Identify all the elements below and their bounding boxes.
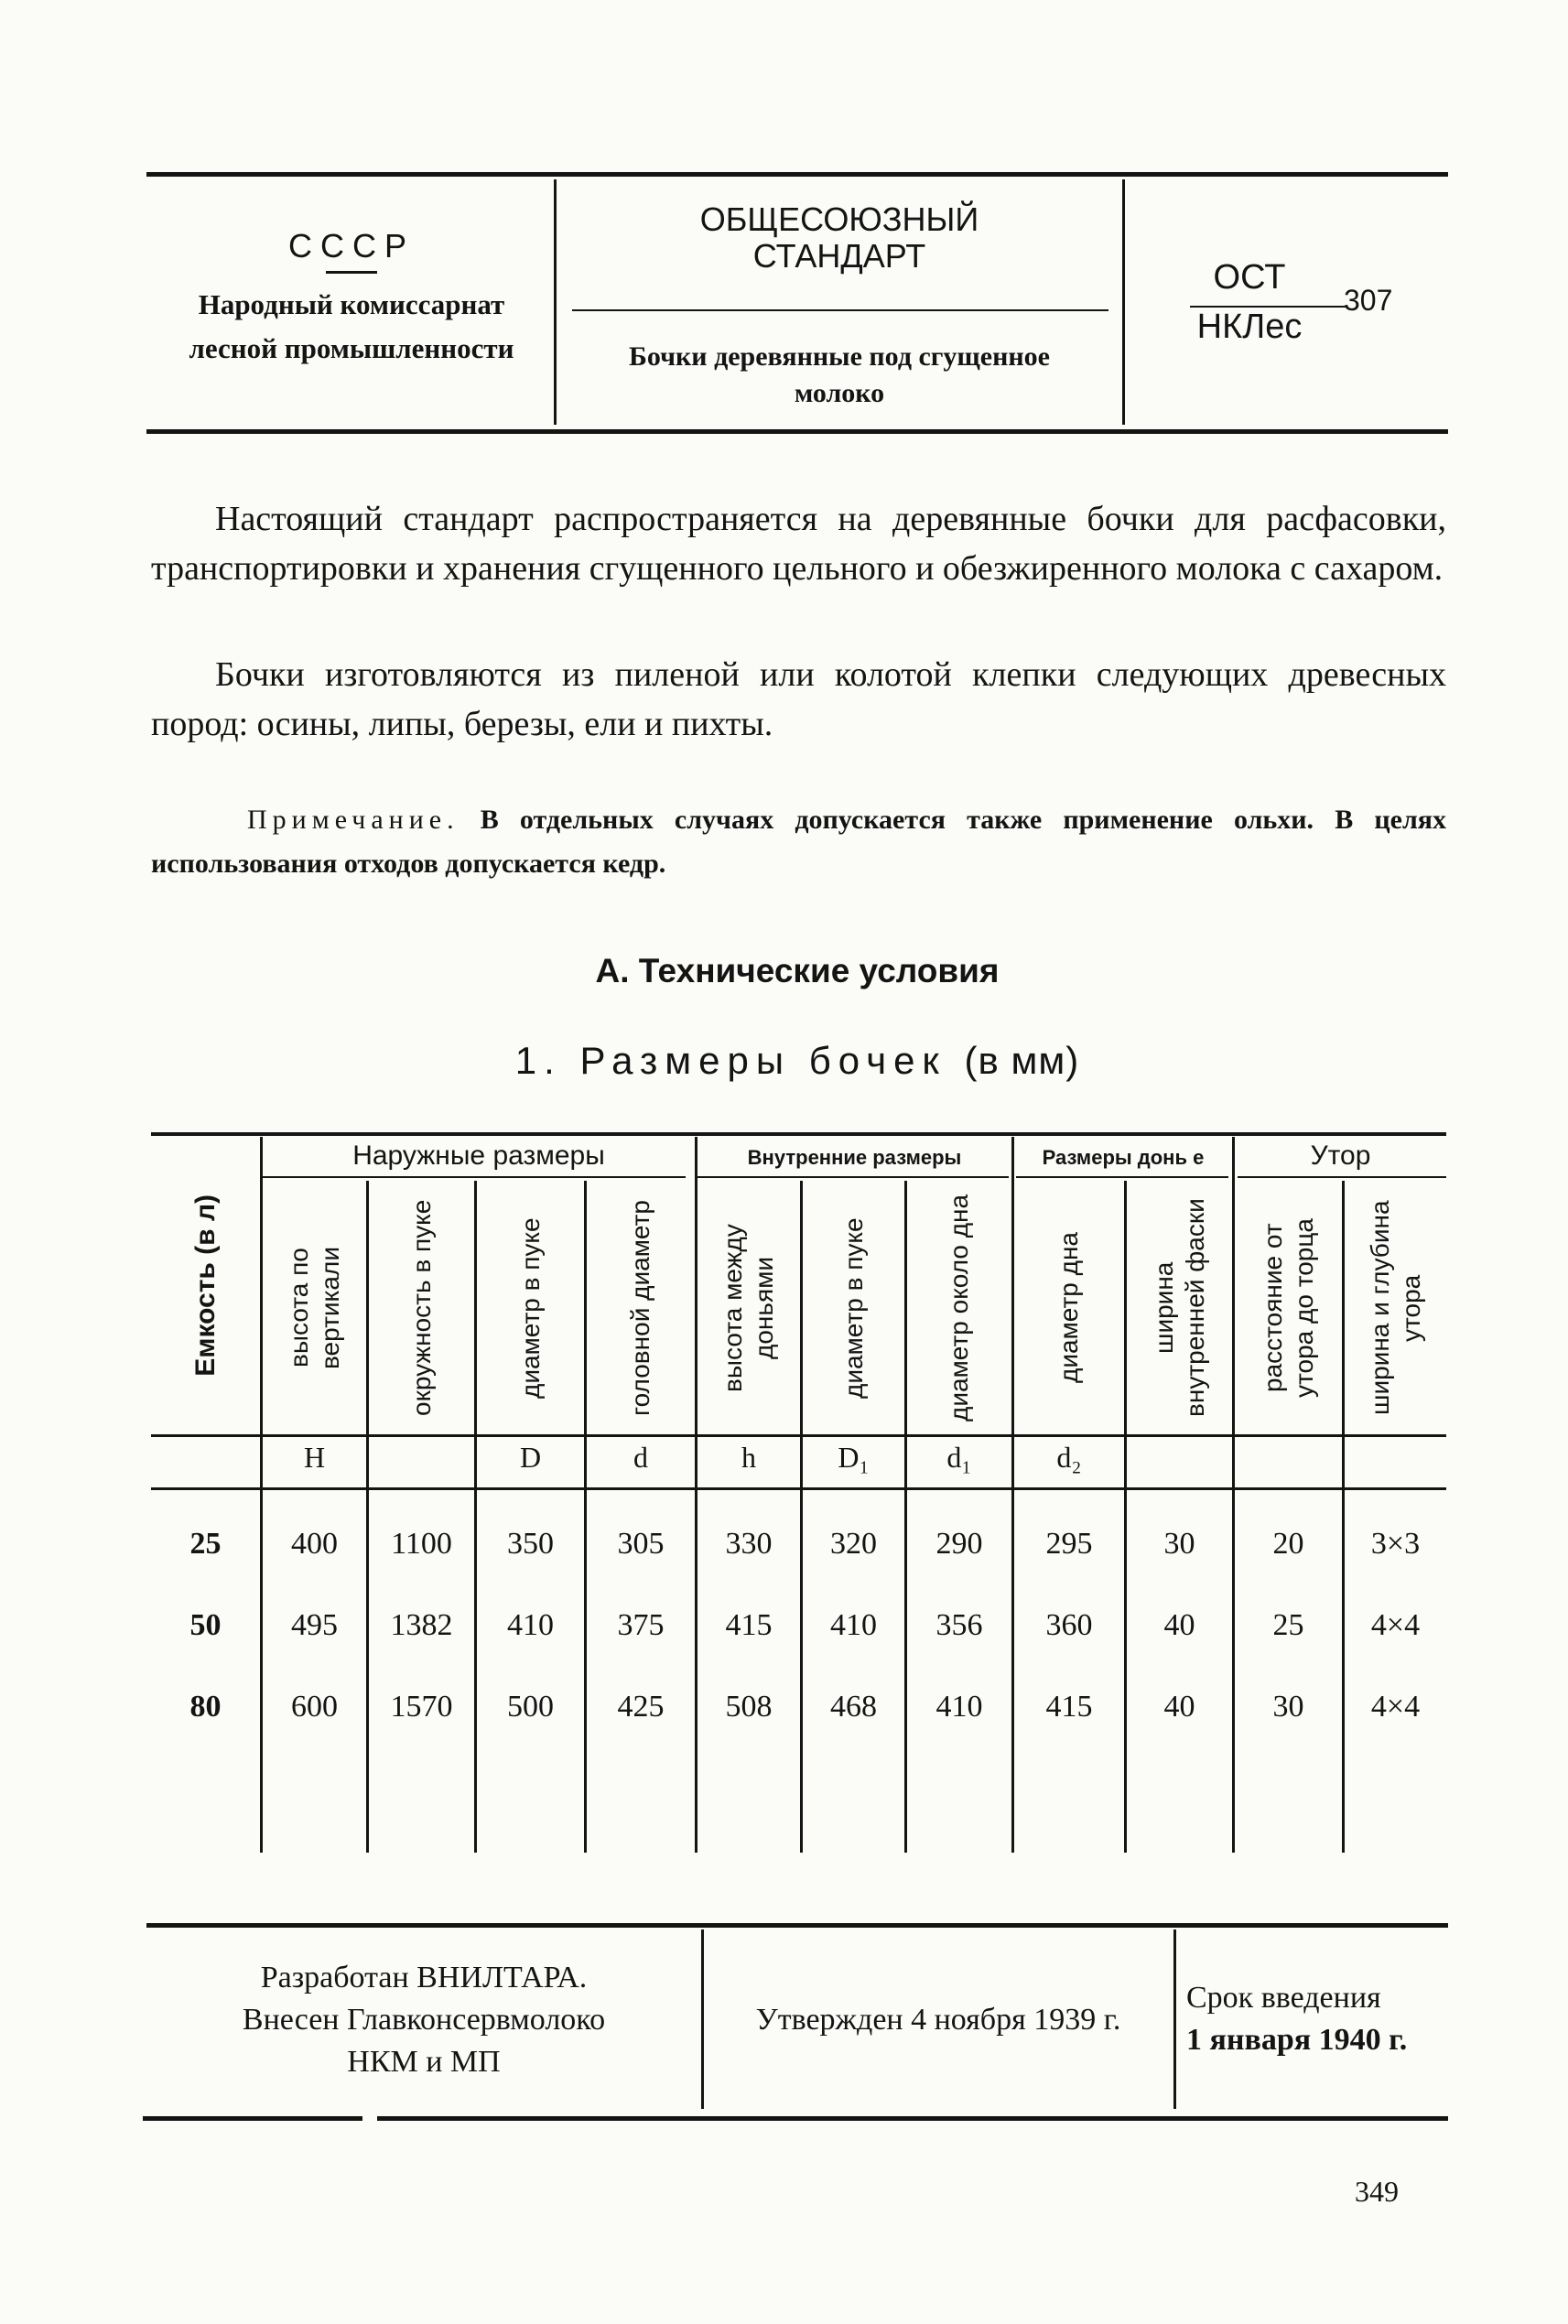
ost-top: ОСТ (1213, 258, 1286, 297)
symbol-cell: d₁ (946, 1441, 972, 1474)
header-bottom-rule (146, 429, 1448, 434)
country-name: СССР (287, 227, 415, 265)
col-header-cell-6 (803, 1181, 904, 1434)
footer-divider-2 (1173, 1929, 1176, 2109)
footer-divider-1 (701, 1929, 704, 2109)
value-cell: 20 (1272, 1527, 1304, 1561)
table-title-main: 1. Размеры бочек (514, 1039, 946, 1082)
col-header-cell-5 (697, 1181, 800, 1434)
value-cell: 360 (1045, 1608, 1093, 1642)
symbol-cell: h (741, 1441, 756, 1474)
value-cell: 410 (830, 1608, 877, 1642)
footer-right-line-2: 1 января 1940 г. (1186, 2023, 1408, 2057)
capacity-header: Емкость (в л) (189, 1194, 221, 1377)
header-divider-1 (554, 179, 557, 425)
col-header-height: высота по вертикали (284, 1246, 344, 1369)
value-cell: 40 (1163, 1690, 1195, 1724)
footer-approved: Утвержден 4 ноября 1939 г. (755, 2003, 1121, 2037)
ost-code (1181, 258, 1410, 359)
value-cell: 330 (725, 1527, 773, 1561)
value-cell: 508 (725, 1690, 773, 1724)
col-header-inner-height: высота между доньями (719, 1223, 778, 1392)
symbol-cell: D₁ (838, 1441, 870, 1474)
ost-bottom: НКЛес (1196, 308, 1303, 346)
standard-title-line-1: ОБЩЕСОЮЗНЫЙ (699, 200, 979, 238)
col-header-head-diameter: головной диаметр (626, 1199, 654, 1416)
group-under-rule-2 (697, 1176, 1009, 1178)
value-cell: 290 (935, 1527, 983, 1561)
standard-name-line-2: молоко (794, 378, 885, 408)
footer-left-line-3: НКМ и МП (347, 2045, 501, 2079)
footer-top-rule (146, 1923, 1448, 1928)
page-number: 349 (1355, 2175, 1399, 2208)
col-header-chamfer-width: ширина внутренней фаски (1149, 1198, 1209, 1417)
col-header-chime-size: ширина и глубина утора (1365, 1200, 1425, 1415)
group-under-rule-3 (1016, 1176, 1228, 1178)
note-label: Примечание. (247, 805, 460, 835)
footer-bottom-rule-right (377, 2116, 1448, 2121)
value-cell: 410 (507, 1608, 554, 1642)
symbol-cell: H (303, 1441, 326, 1474)
table-row (0, 1608, 1568, 1654)
group-under-rule-1 (263, 1176, 686, 1178)
group-bottom-dimensions: Размеры донь е (1042, 1146, 1205, 1169)
value-cell: 375 (617, 1608, 665, 1642)
col-header-bilge-diameter: диаметр в пуке (515, 1216, 545, 1399)
col-header-near-bottom-diameter: диаметр около дна (945, 1194, 973, 1421)
value-cell: 1570 (390, 1690, 453, 1724)
section-heading-a: А. Технические условия (595, 952, 1000, 989)
capacity-cell: 25 (189, 1527, 222, 1561)
intro-paragraph-1: Настоящий стандарт распространяется на деревянные бочки для расфасовки, транспортировки и хранения сгущенного цельного и обезжиренного молока с сахаром. (151, 500, 1446, 588)
value-cell: 500 (507, 1690, 554, 1724)
value-cell: 305 (617, 1527, 665, 1561)
col-header-inner-bilge-diameter: диаметр в пуке (838, 1216, 868, 1399)
symbol-cell: D (519, 1441, 542, 1474)
value-cell: 3×3 (1370, 1527, 1421, 1561)
value-cell: 410 (935, 1690, 983, 1724)
group-chime: Утор (1310, 1140, 1371, 1171)
col-header-chime-distance: расстояние от утора до торца (1258, 1217, 1318, 1398)
col-rule-7 (1011, 1137, 1014, 1853)
col-rule-9 (1232, 1137, 1235, 1853)
col-rule-1 (366, 1181, 369, 1853)
value-cell: 350 (507, 1527, 554, 1561)
col-rule-5 (800, 1181, 803, 1853)
value-cell: 468 (830, 1690, 877, 1724)
col-header-circumference: окружность в пуке (406, 1199, 436, 1416)
col-header-cell-8 (1014, 1181, 1124, 1434)
capacity-cell: 50 (189, 1608, 222, 1642)
header-center (560, 201, 1119, 275)
col-header-cell-9 (1127, 1181, 1232, 1434)
note-block (151, 798, 1446, 886)
note-text: В отдельных случаях допускается также применение ольхи. В целях использования отходов допускается кедр. (151, 805, 1447, 879)
table-title-unit: (в мм) (964, 1039, 1080, 1082)
footer-left-line-1: Разработан ВНИЛТАРА. (260, 1961, 588, 1994)
intro-paragraph-2: Бочки изготовляются из пиленой или колотой клепки следующих древесных пород: осины, липы, березы, ели и пихты. (151, 655, 1446, 743)
group-under-rule-4 (1238, 1176, 1446, 1178)
col-header-bottom-diameter: диаметр дна (1054, 1232, 1083, 1383)
value-cell: 425 (617, 1690, 665, 1724)
value-cell: 40 (1163, 1608, 1195, 1642)
symbol-cell: d (633, 1441, 648, 1474)
header-divider-2 (1122, 179, 1125, 425)
org-line-1: Народный комиссарнат (198, 288, 505, 320)
capacity-header-cell (151, 1137, 260, 1434)
col-header-cell-4 (587, 1181, 695, 1434)
capacity-cell: 80 (189, 1690, 222, 1724)
value-cell: 600 (291, 1690, 338, 1724)
col-header-cell-11 (1345, 1181, 1446, 1434)
footer-left-line-2: Внесен Главконсервмолоко (242, 2003, 606, 2037)
standard-name-line-1: Бочки деревянные под сгущенное (629, 341, 1050, 372)
value-cell: 30 (1272, 1690, 1304, 1724)
table-row (0, 1690, 1568, 1735)
value-cell: 1382 (390, 1608, 453, 1642)
col-header-cell-2 (369, 1181, 474, 1434)
table-title (146, 1039, 1448, 1083)
col-rule-4 (695, 1137, 697, 1853)
value-cell: 30 (1163, 1527, 1195, 1561)
header-center-rule (572, 309, 1108, 311)
col-header-cell-10 (1235, 1181, 1342, 1434)
symbol-cell: d₂ (1056, 1441, 1082, 1474)
value-cell: 4×4 (1370, 1608, 1421, 1642)
col-header-cell-1 (263, 1181, 366, 1434)
value-cell: 295 (1045, 1527, 1093, 1561)
value-cell: 415 (725, 1608, 773, 1642)
value-cell: 320 (830, 1527, 877, 1561)
footer-bottom-rule-left (143, 2116, 362, 2121)
value-cell: 356 (935, 1608, 983, 1642)
col-header-cell-7 (907, 1181, 1011, 1434)
symbol-row-rule (151, 1487, 1446, 1490)
value-cell: 415 (1045, 1690, 1093, 1724)
col-rule-3 (584, 1181, 587, 1853)
org-line-2: лесной промышленности (189, 332, 514, 364)
value-cell: 495 (291, 1608, 338, 1642)
value-cell: 1100 (391, 1527, 452, 1561)
header-left (154, 227, 549, 371)
col-header-cell-3 (477, 1181, 584, 1434)
group-outer-dimensions: Наружные размеры (352, 1140, 605, 1171)
ost-number: 307 (1344, 284, 1393, 317)
value-cell: 400 (291, 1527, 338, 1561)
header-top-rule (146, 172, 1448, 177)
standard-name (560, 339, 1119, 412)
col-rule-2 (474, 1181, 477, 1853)
table-top-rule (151, 1132, 1446, 1136)
group-inner-dimensions: Внутренние размеры (747, 1146, 962, 1169)
value-cell: 4×4 (1370, 1690, 1421, 1724)
col-rule-6 (904, 1181, 907, 1853)
standard-title-line-2: СТАНДАРТ (752, 237, 926, 275)
table-row (0, 1527, 1568, 1573)
footer-right-line-1: Срок введения (1186, 1981, 1381, 2015)
col-rule-0 (260, 1137, 263, 1853)
footer-developer (151, 1957, 697, 2083)
country-underline (326, 271, 377, 274)
col-rule-8 (1124, 1181, 1127, 1853)
value-cell: 25 (1272, 1608, 1304, 1642)
col-rule-10 (1342, 1181, 1345, 1853)
footer-effective (1181, 1977, 1452, 2061)
header-bottom-rule-table (151, 1434, 1446, 1437)
